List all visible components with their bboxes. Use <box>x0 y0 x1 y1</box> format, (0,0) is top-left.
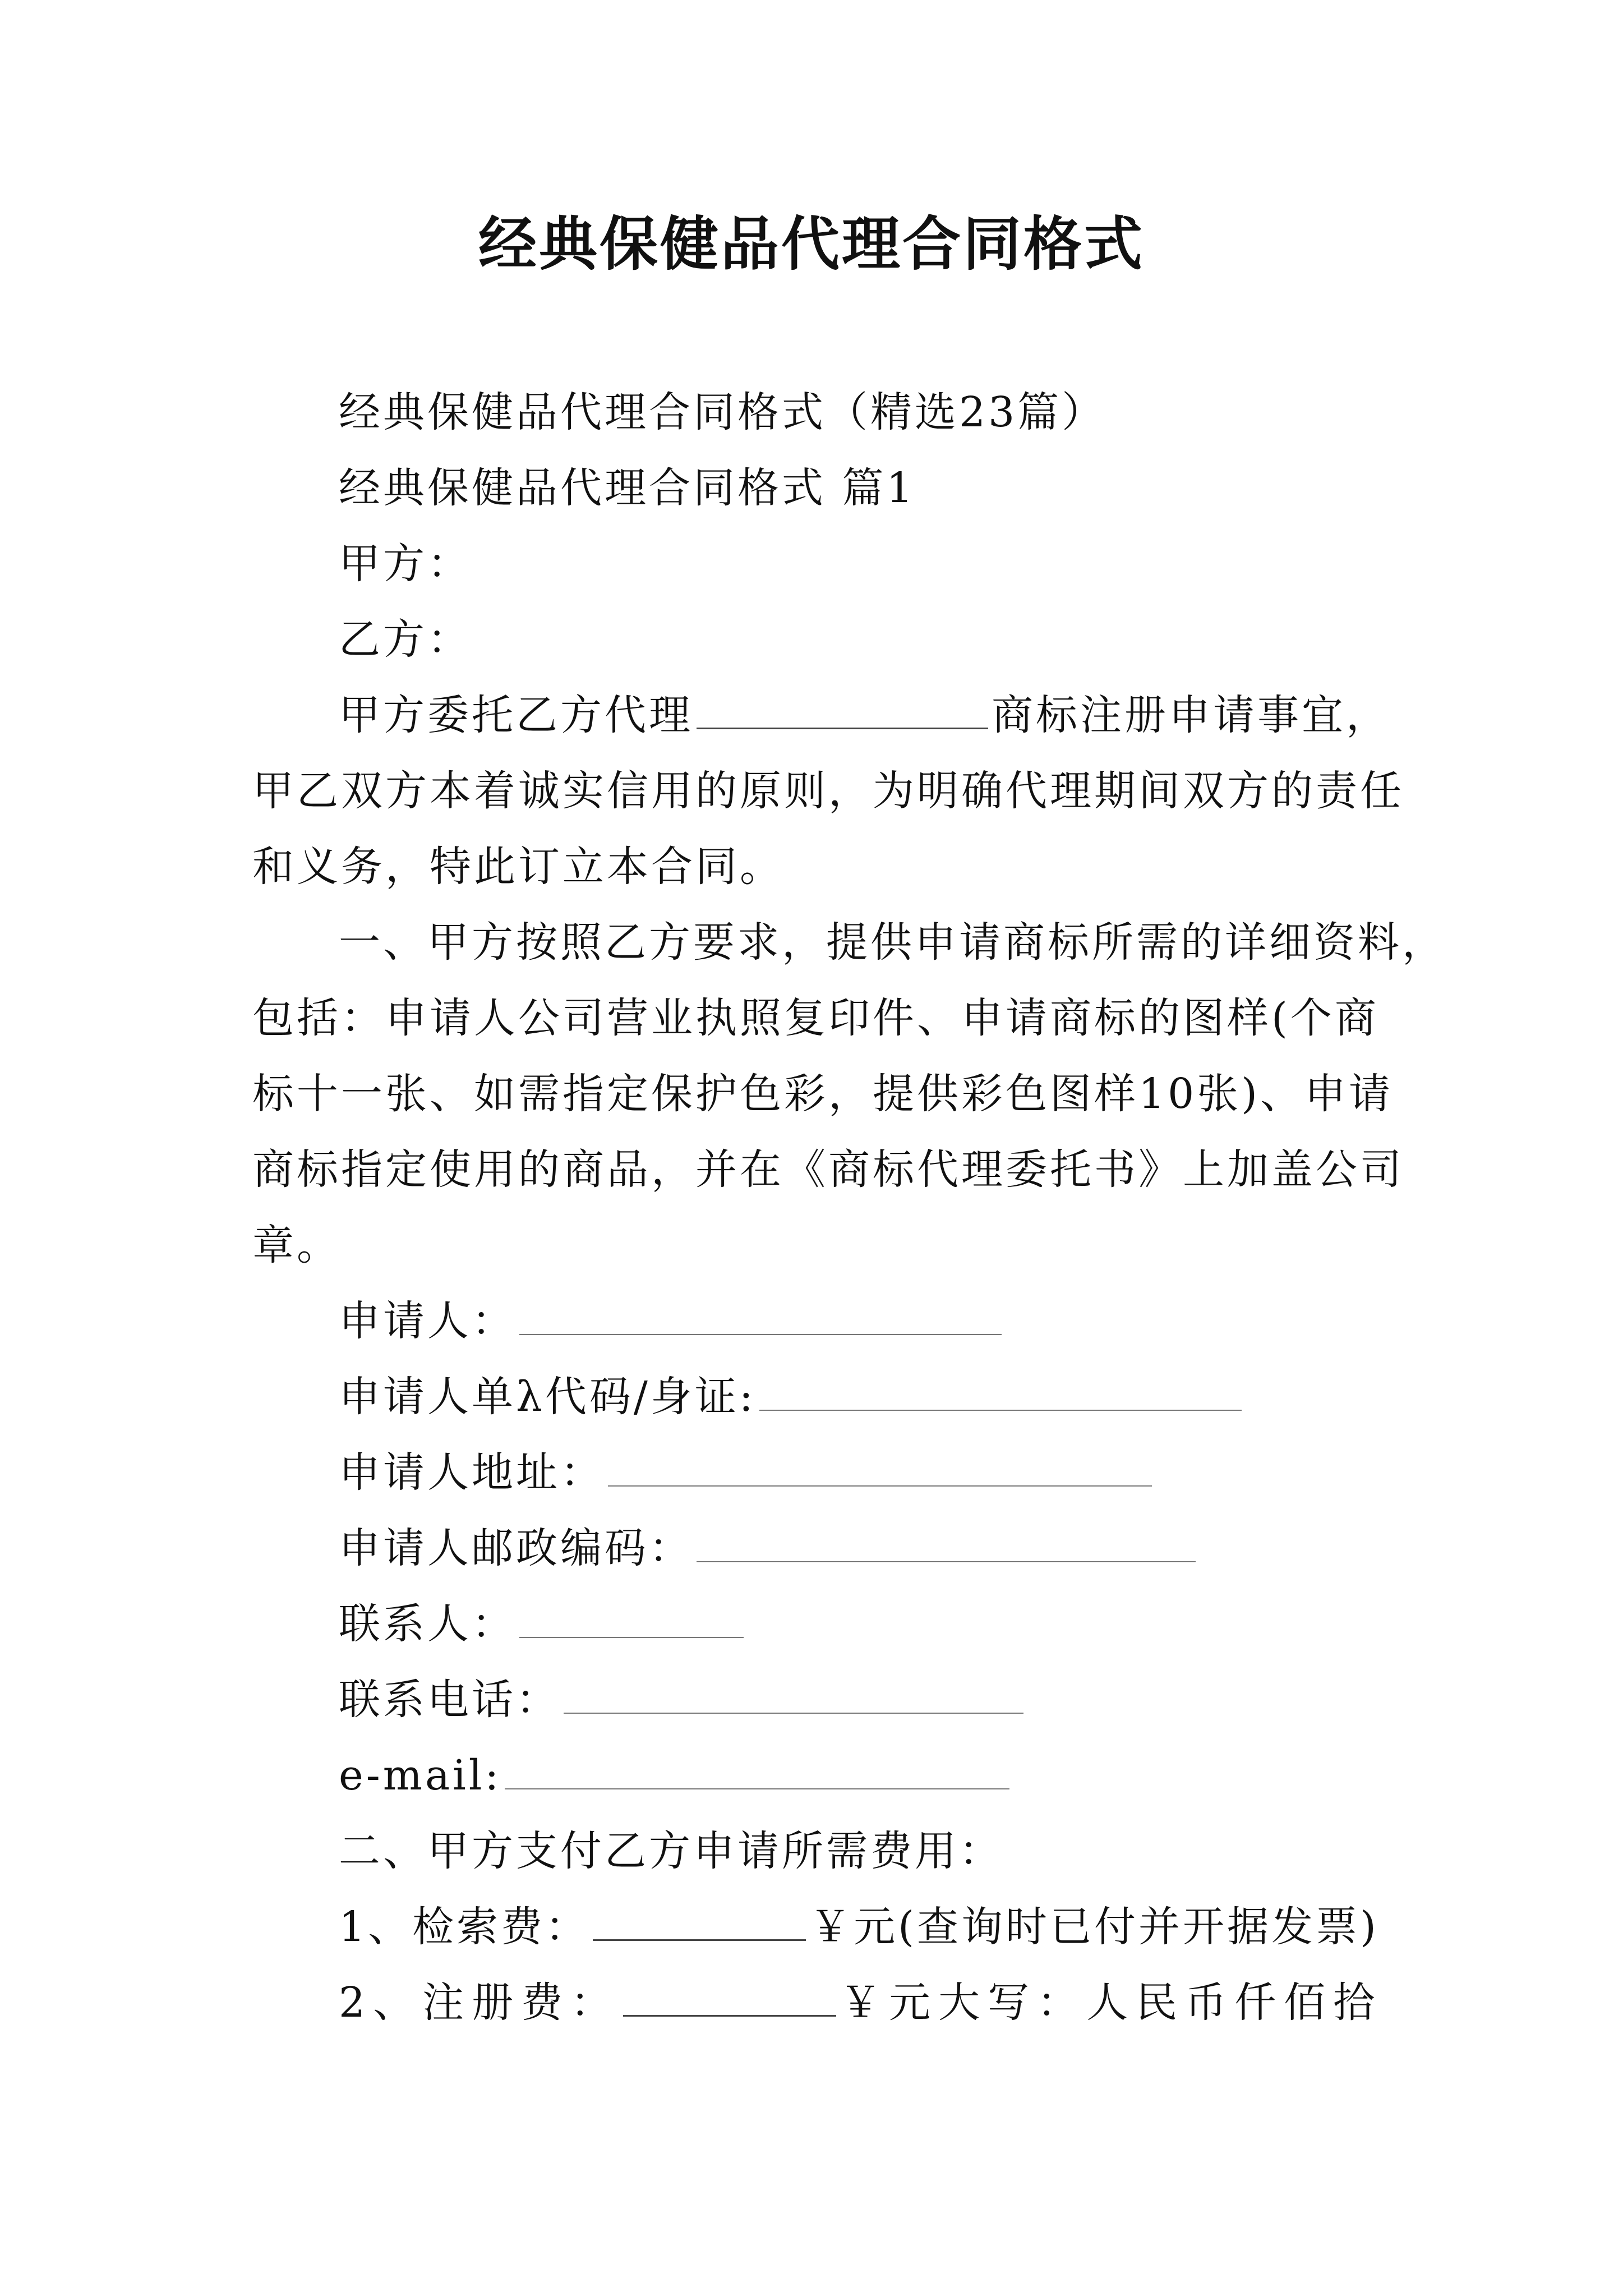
section-heading: 经典保健品代理合同格式 篇1 <box>339 464 916 512</box>
party-b-label: 乙方： <box>339 615 472 664</box>
fee1-label: 1、检索费： <box>339 1903 590 1951</box>
clause1-line-5: 章。 <box>252 1221 341 1269</box>
address-row <box>339 1442 1460 1503</box>
document-title: 经典保健品代理合同格式 <box>478 210 1145 278</box>
fee2-label: 2、注册费： <box>339 1978 620 2027</box>
applicant-label: 申请人： <box>339 1297 516 1345</box>
applicant-code-label: 申请人单λ代码/身证: <box>339 1373 756 1421</box>
phone-row <box>339 1669 1460 1731</box>
clause1-line-3: 标十一张、如需指定保护色彩，提供彩色图样10张)、申请 <box>252 1070 1394 1118</box>
address-label: 申请人地址： <box>339 1448 605 1497</box>
trademark-name-blank <box>697 688 988 729</box>
fee2-suffix: ￥元大写：人民币仟佰拾 <box>840 1978 1383 2027</box>
fee1-row <box>339 1896 1460 1958</box>
postcode-blank <box>697 1522 1196 1562</box>
phone-label: 联系电话： <box>339 1676 560 1724</box>
postcode-row <box>339 1517 1460 1579</box>
document-subtitle: 经典保健品代理合同格式（精选23篇） <box>339 388 1106 436</box>
applicant-code-blank <box>759 1370 1242 1411</box>
intro-text-part2: 商标注册申请事宜， <box>992 691 1390 739</box>
clause1-line-4: 商标指定使用的商品，并在《商标代理委托书》上加盖公司 <box>252 1145 1404 1194</box>
email-label: e-mail: <box>339 1751 502 1800</box>
contact-blank <box>519 1598 744 1638</box>
phone-blank <box>564 1673 1023 1714</box>
clause1-line-2: 包括：申请人公司营业执照复印件、申请商标的图样(个商 <box>252 994 1379 1042</box>
intro-line-3: 和义务，特此订立本合同。 <box>252 843 784 891</box>
intro-line-2: 甲乙双方本着诚实信用的原则，为明确代理期间双方的责任 <box>252 767 1404 815</box>
contact-row <box>339 1593 1460 1655</box>
party-a-label: 甲方： <box>339 540 472 588</box>
email-blank <box>505 1749 1009 1789</box>
fee1-suffix: ￥元(查询时已付并开据发票) <box>809 1903 1379 1951</box>
contact-label: 联系人： <box>339 1600 516 1648</box>
fee2-blank <box>623 1976 836 2017</box>
intro-line-1 <box>339 684 1460 746</box>
address-blank <box>608 1446 1152 1487</box>
clause2-heading: 二、甲方支付乙方申请所需费用： <box>339 1827 1003 1875</box>
applicant-blank <box>519 1295 1002 1335</box>
fee2-row <box>339 1972 1460 2033</box>
postcode-label: 申请人邮政编码： <box>339 1524 693 1572</box>
intro-text-part1: 甲方委托乙方代理 <box>339 691 693 739</box>
fee1-blank <box>593 1900 806 1941</box>
clause1-line-1: 一、甲方按照乙方要求，提供申请商标所需的详细资料， <box>339 918 1446 967</box>
applicant-row <box>339 1290 1460 1352</box>
applicant-code-row <box>339 1366 1460 1428</box>
email-row <box>339 1745 1460 1806</box>
